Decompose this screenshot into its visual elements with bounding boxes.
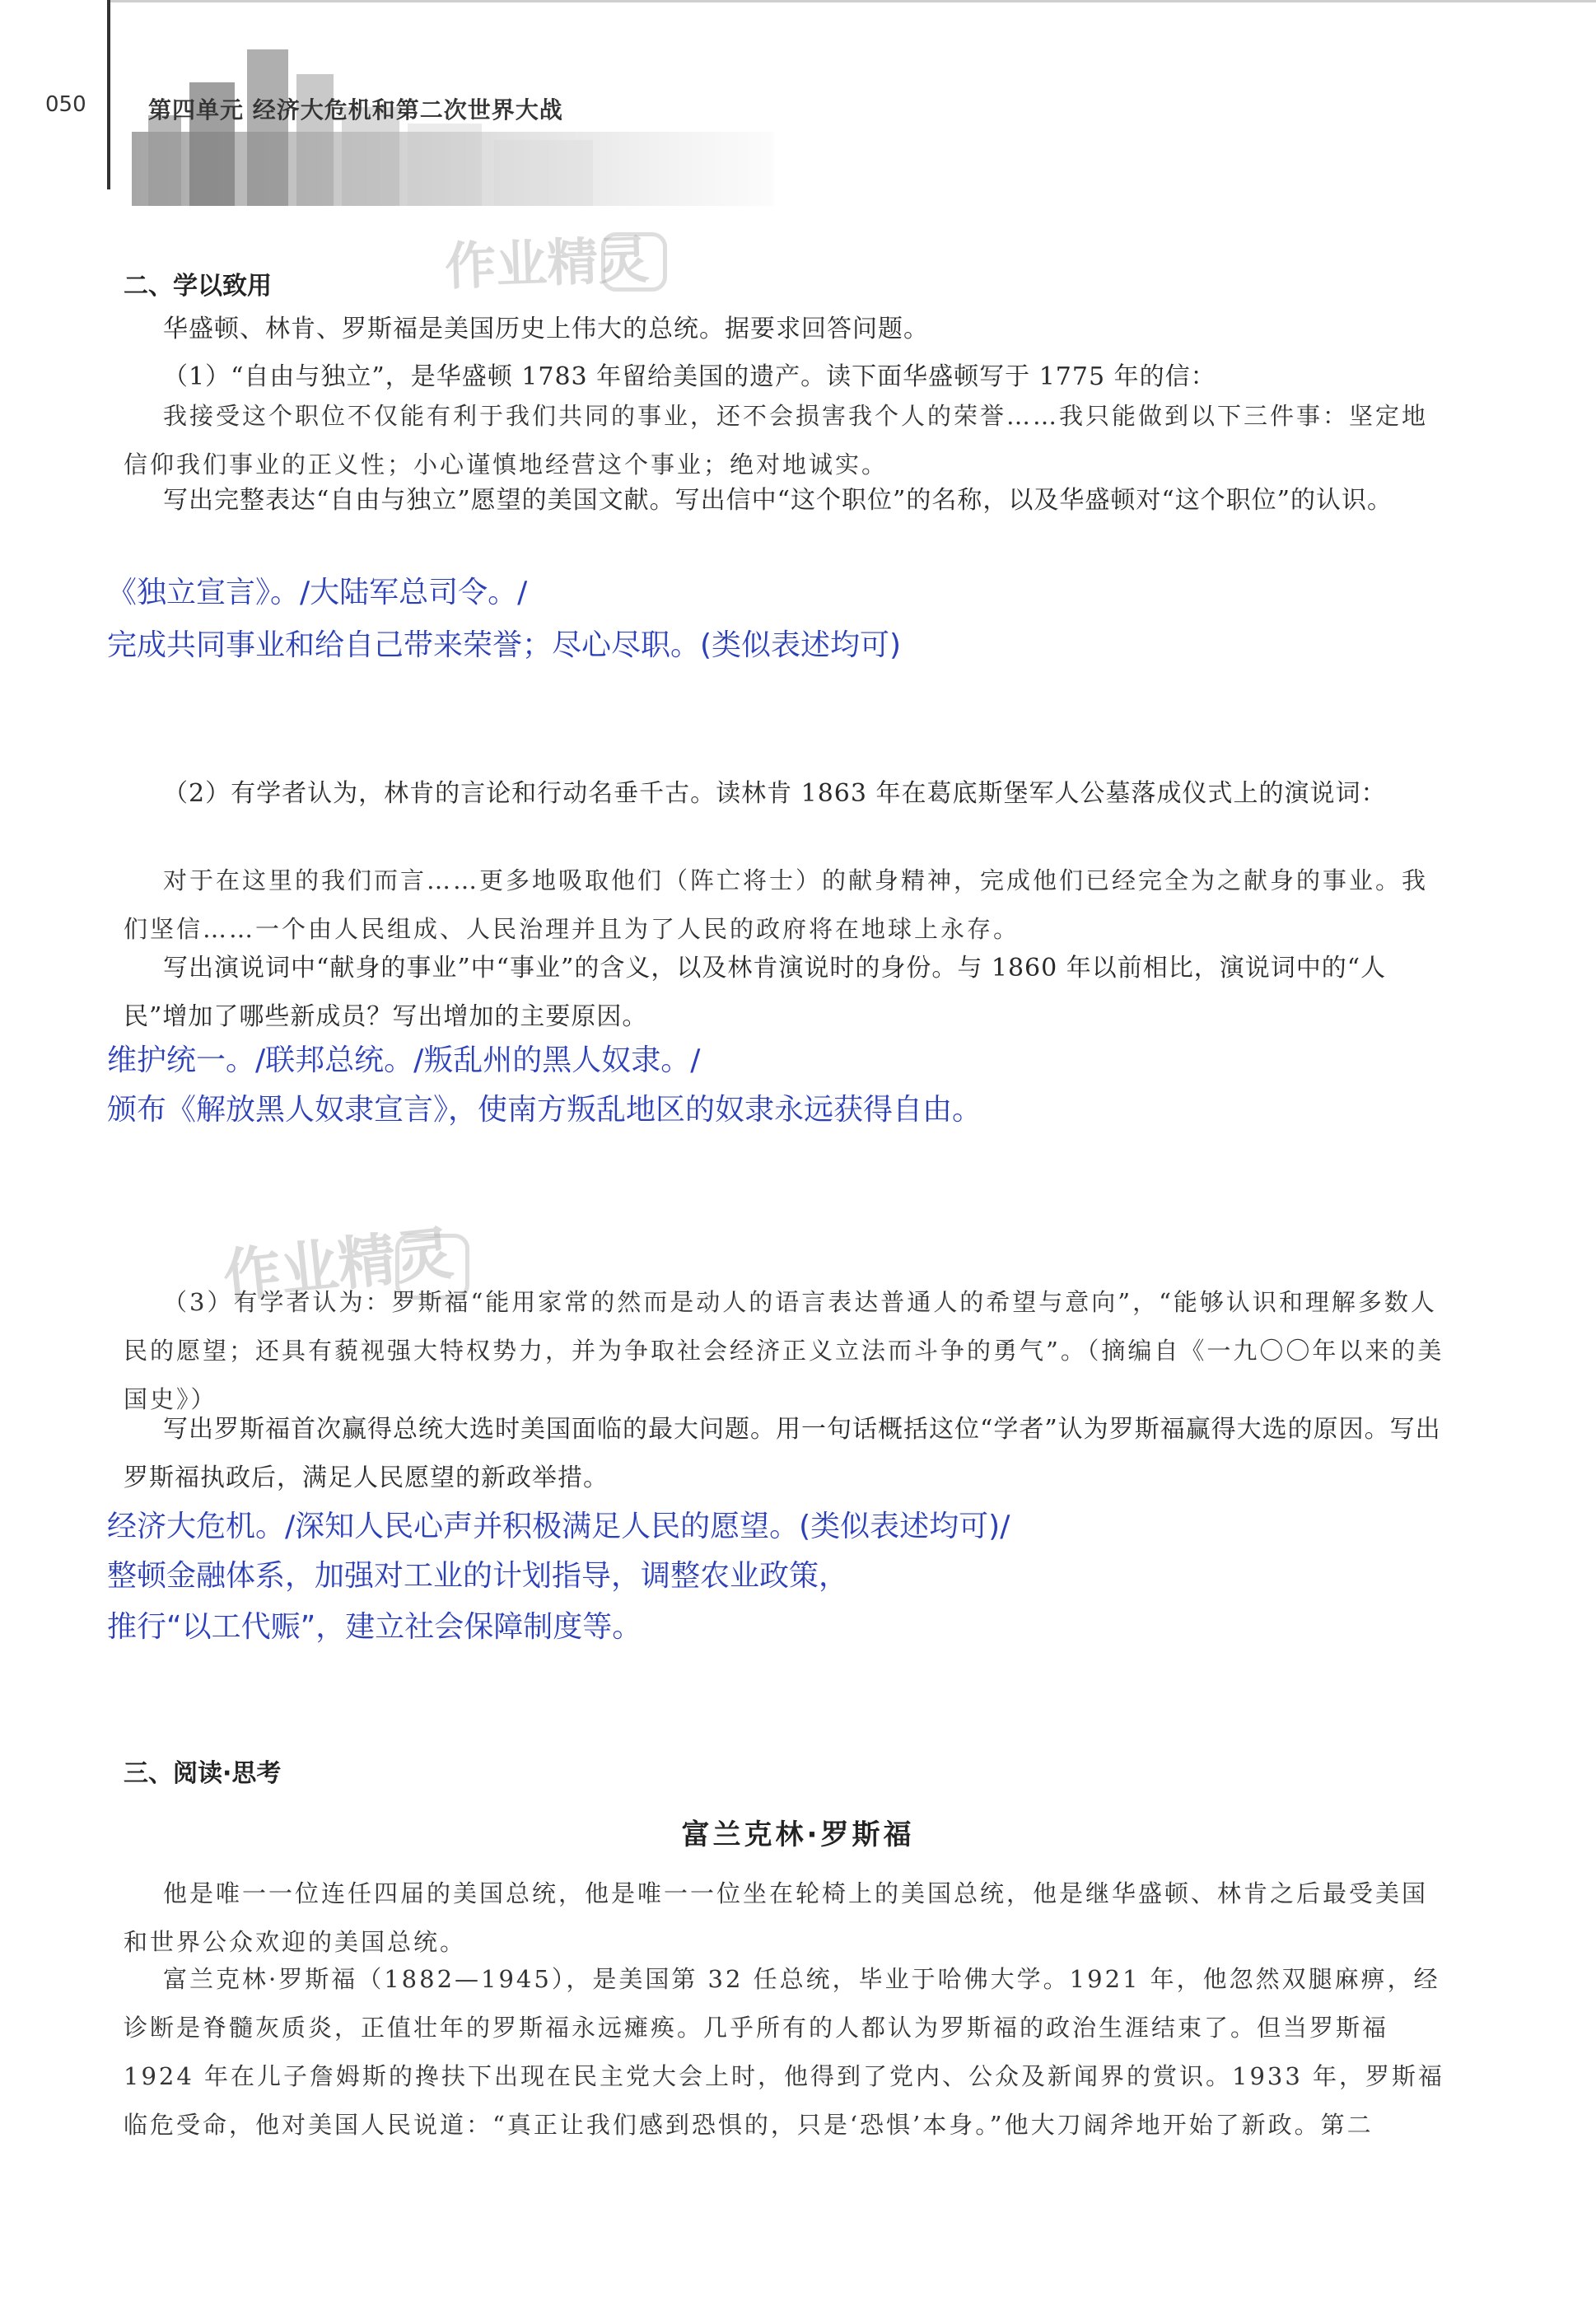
question-1-task: 写出完整表达“自由与独立”愿望的美国文献。写出信中“这个职位”的名称，以及华盛顿对“这个职位”的认识。 [163, 486, 1393, 515]
page-number: 050 [45, 92, 86, 117]
question-1-quote: 我接受这个职位不仅能有利于我们共同的事业，还不会损害我个人的荣誉……我只能做到以下三件事：坚定地信仰我们事业的正义性；小心谨慎地经营这个事业；绝对地诚实。 [124, 402, 1429, 478]
answer-1-line-1: 《独立宣言》。/大陆军总司令。/ [107, 576, 528, 609]
answer-3-line-3: 推行“以工代赈”，建立社会保障制度等。 [107, 1610, 642, 1644]
answer-1-line-2: 完成共同事业和给自己带来荣誉；尽心尽职。(类似表述均可) [107, 628, 902, 662]
question-2-task: 写出演说词中“献身的事业”中“事业”的含义，以及林肯演说时的身份。与 1860 年以前相比，演说词中的“人民”增加了哪些新成员？写出增加的主要原因。 [124, 954, 1387, 1031]
watermark-text: 作业精灵 [220, 1219, 457, 1311]
question-1-prompt: （1）“自由与独立”，是华盛顿 1783 年留给美国的遗产。读下面华盛顿写于 1775 年的信： [163, 362, 1216, 391]
answer-3-line-1: 经济大危机。/深知人民心声并积极满足人民的愿望。(类似表述均可)/ [107, 1510, 1010, 1543]
article-title: 富兰克林·罗斯福 [681, 1818, 915, 1851]
answer-2-line-2: 颁布《解放黑人奴隶宣言》，使南方叛乱地区的奴隶永远获得自由。 [107, 1093, 982, 1127]
section-intro: 华盛顿、林肯、罗斯福是美国历史上伟大的总统。据要求回答问题。 [163, 315, 929, 343]
question-2-prompt: （2）有学者认为，林肯的言论和行动名垂千古。读林肯 1863 年在葛底斯堡军人公墓落成仪式上的演说词： [163, 779, 1387, 808]
watermark-text: 作业精灵 [443, 229, 651, 297]
question-3-prompt: （3）有学者认为：罗斯福“能用家常的然而是动人的语言表达普通人的希望与意向”，“能够认识和理解多数人民的愿望；还具有藐视强大特权势力，并为争取社会经济正义立法而斗争的勇气”。（摘编自《一九〇〇年以来的美国史》） [124, 1288, 1444, 1413]
article-paragraph: 富兰克林·罗斯福（1882—1945），是美国第 32 任总统，毕业于哈佛大学。1921 年，他忽然双腿麻痹，经诊断是脊髓灰质炎，正值壮年的罗斯福永远瘫痪。几乎所有的人都认为罗斯福的政治生涯结束了。但当罗斯福 1924 年在儿子詹姆斯的搀扶下出现在民主党大会上时，他得到了党内、公众及新闻界的赏识。1933 年，罗斯福临危受命，他对美国人民说道：“真正让我们感到恐惧的，只是‘恐惧’本身。”他大刀阔斧地开始了新政。第二 [124, 1965, 1445, 2139]
section-title: 二、学以致用 [124, 272, 272, 301]
question-2-quote: 对于在这里的我们而言……更多地吸取他们（阵亡将士）的献身精神，完成他们已经完全为之献身的事业。我们坚信……一个由人民组成、人民治理并且为了人民的政府将在地球上永存。 [124, 866, 1429, 943]
answer-2-line-1: 维护统一。/联邦总统。/叛乱州的黑人奴隶。/ [107, 1043, 701, 1077]
unit-title: 第四单元 经济大危机和第二次世界大战 [148, 96, 563, 124]
section-title: 三、阅读·思考 [124, 1759, 282, 1788]
header-rule [107, 0, 110, 189]
top-border [107, 0, 1596, 2]
answer-3-line-2: 整顿金融体系，加强对工业的计划指导，调整农业政策， [107, 1559, 849, 1593]
watermark-icon [601, 232, 667, 292]
article-paragraph: 他是唯一一位连任四届的美国总统，他是唯一一位坐在轮椅上的美国总统，他是继华盛顿、林肯之后最受美国和世界公众欢迎的美国总统。 [124, 1879, 1429, 1956]
question-3-task: 写出罗斯福首次赢得总统大选时美国面临的最大问题。用一句话概括这位“学者”认为罗斯福赢得大选的原因。写出罗斯福执政后，满足人民愿望的新政举措。 [124, 1415, 1441, 1492]
